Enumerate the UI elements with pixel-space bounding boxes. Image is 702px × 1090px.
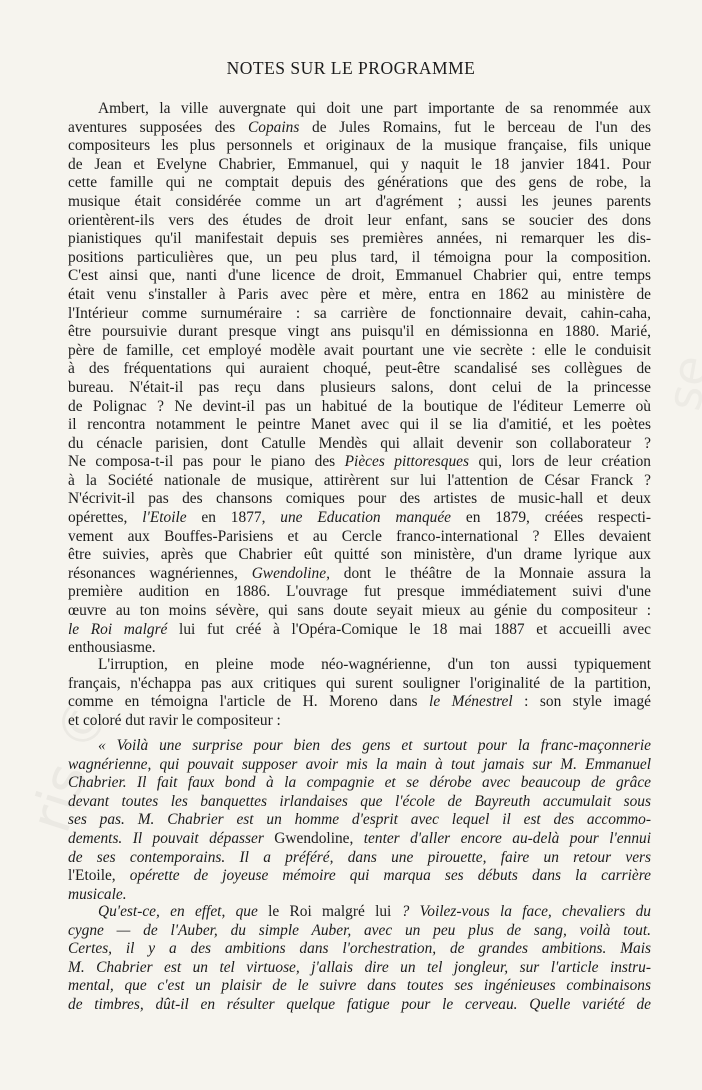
text-line: cygne — de l'Auber, du simple Auber, avec un peu plus de sang, voilà tout.	[68, 921, 651, 939]
text-line: de ses contemporains. Il a préféré, dans une pirouette, faire un retour vers	[68, 848, 651, 866]
text-line: « Voilà une surprise pour bien des gens et surtout pour la franc-maçonnerie	[98, 737, 651, 754]
emphasis-text: l'Etoile	[142, 509, 187, 527]
emphasis-text: le Roi malgré lui	[268, 903, 392, 920]
text-line: devant toutes les banquettes irlandaises que l'école de Bayreuth accumulait sous	[68, 792, 651, 810]
text-line: était venu s'installer à Paris avec père et mère, entra en 1862 au ministère de	[68, 285, 651, 303]
text-line: ses pas. M. Chabrier est un homme d'esprit avec lequel il est des accommo-	[68, 811, 651, 829]
emphasis-text: une Education manquée	[280, 509, 452, 527]
text-line: enthousiasme.	[68, 639, 156, 657]
text-line: être suivies, après que Chabrier eût quitté son ministère, d'un drame lyrique aux	[68, 546, 651, 564]
text-line: il rencontra notamment le peintre Manet avec qui il se lia d'amitié, et les poètes	[68, 416, 651, 434]
text-line: wagnérienne, qui pouvait supposer avoir mis la main à tout jamais sur M. Emmanuel	[68, 755, 651, 773]
text-line: musique était considérée comme un art d'agrément ; aussi les jeunes parents	[68, 192, 651, 210]
text-line: première audition en 1886. L'ouvrage fut presque immédiatement suivi d'une	[68, 583, 651, 601]
text-line: opérettes, l'Etoile en 1877, une Education manquée en 1879, créées respecti-	[68, 509, 651, 527]
text-line: Chabrier. Il fait faux bond à la compagnie et se dérobe avec beaucoup de grâce	[68, 774, 651, 792]
emphasis-text: le Ménestrel	[429, 693, 513, 711]
emphasis-text: Copains	[248, 118, 300, 136]
page-title: NOTES SUR LE PROGRAMME	[226, 58, 476, 78]
emphasis-text: Gwendoline,	[274, 829, 354, 847]
text-line: orientèrent-ils vers des études de droit leur enfant, sans se soucier des dons	[68, 211, 651, 229]
text-line: dements. Il pouvait dépasser Gwendoline, tenter d'aller encore au-delà pour l'ennui	[68, 829, 651, 847]
text-line: père de famille, cet employé modèle avait pourtant une vie secrète : elle le conduisit	[68, 341, 651, 359]
text-line: français, n'échappa pas aux critiques qui surent souligner l'originalité de la partition,	[68, 674, 651, 692]
text-line: compositeurs les plus personnels et originaux de la musique française, fils unique	[68, 137, 651, 155]
text-line: cette famille qui ne comptait depuis des générations que des gens de robe, la	[68, 174, 651, 192]
text-line: du cénacle parisien, dont Catulle Mendès qui allait devenir son collaborateur ?	[68, 434, 651, 452]
emphasis-text: Gwendoline,	[251, 564, 330, 582]
text-line: musicale.	[68, 885, 127, 903]
text-line: Certes, il y a des ambitions dans l'orchestration, de grandes ambitions. Mais	[68, 940, 651, 958]
paragraph-reception	[68, 656, 651, 730]
text-line: résonances wagnériennes, Gwendoline, dont le théâtre de la Monnaie assura la	[68, 564, 651, 582]
text-line: Ne composa-t-il pas pour le piano des Pièces pittoresques qui, lors de leur création	[68, 453, 651, 471]
emphasis-text: le Roi malgré	[68, 620, 168, 638]
text-line: et coloré dut ravir le compositeur :	[68, 711, 281, 729]
text-line: à la Société nationale de musique, attirèrent sur lui l'attention de César Franck ?	[68, 471, 651, 489]
text-line: œuvre au ton moins sévère, qui sans doute seyait mieux au génie du compositeur :	[68, 602, 651, 620]
text-line: positions particulières que, un peu plus tard, il témoigna pour la composition.	[68, 248, 651, 266]
text-line: le Roi malgré lui fut créé à l'Opéra-Comique le 18 mai 1887 et accueilli avec	[68, 620, 651, 638]
text-line: l'Intérieur comme surnuméraire : sa carrière de fonctionnaire devait, cahin-caha,	[68, 304, 651, 322]
emphasis-text: Pièces pittoresques	[344, 453, 469, 471]
text-line: mental, que c'est un plaisir de le suivre dans toutes ses ingénieuses combinaisons	[68, 977, 651, 995]
quotation-moreno-2	[68, 903, 651, 1015]
watermark-mark-2	[656, 351, 702, 414]
emphasis-text: l'Etoile,	[68, 867, 116, 885]
text-line: de Jean et Evelyne Chabrier, Emmanuel, qui y naquit le 18 janvier 1841. Pour	[68, 155, 651, 173]
text-line: comme en témoigna l'article de H. Moreno dans le Ménestrel : son style imagé	[68, 693, 651, 711]
text-line: Qu'est-ce, en effet, que le Roi malgré lui ? Voilez-vous la face, chevaliers du	[98, 903, 651, 920]
text-line: à des fréquentations qui auraient choqué, peut-être scandalisé ses collègues de	[68, 360, 651, 378]
quotation-moreno-1	[68, 737, 651, 904]
text-line: être poursuivie durant presque vingt ans puisqu'il en démissionna en 1880. Marié,	[68, 323, 651, 341]
text-line: de timbres, dût-il en résulter quelque fatigue pour le cerveau. Quelle variété de	[68, 995, 651, 1013]
text-line: N'écrivit-il pas des chansons comiques pour des artistes de music-hall et deux	[68, 490, 651, 508]
text-line: C'est ainsi que, nanti d'une licence de droit, Emmanuel Chabrier qui, entre temps	[68, 267, 651, 285]
text-line: Ambert, la ville auvergnate qui doit une part importante de sa renommée aux	[98, 100, 651, 117]
text-line: de Polignac ? Ne devint-il pas un habitué de la boutique de l'éditeur Lemerre où	[68, 397, 651, 415]
text-line: pianistiques qu'il manifestait depuis ses premières années, ni remarquer les dis-	[68, 230, 651, 248]
text-line: vement aux Bouffes-Parisiens et au Cercle franco-international ? Elles devaient	[68, 527, 651, 545]
paragraph-biography	[68, 100, 651, 658]
text-line: bureau. N'était-il pas reçu dans plusieurs salons, dont celui de la princesse	[68, 378, 651, 396]
text-line: l'Etoile, opérette de joyeuse mémoire qui marqua ses débuts dans la carrière	[68, 867, 651, 885]
text-line: L'irruption, en pleine mode néo-wagnérienne, d'un ton aussi typiquement	[98, 656, 651, 673]
text-line: aventures supposées des Copains de Jules Romains, fut le berceau de l'un des	[68, 118, 651, 136]
text-line: M. Chabrier est un tel virtuose, j'allais dire un tel jongleur, sur l'article instru-	[68, 958, 651, 976]
